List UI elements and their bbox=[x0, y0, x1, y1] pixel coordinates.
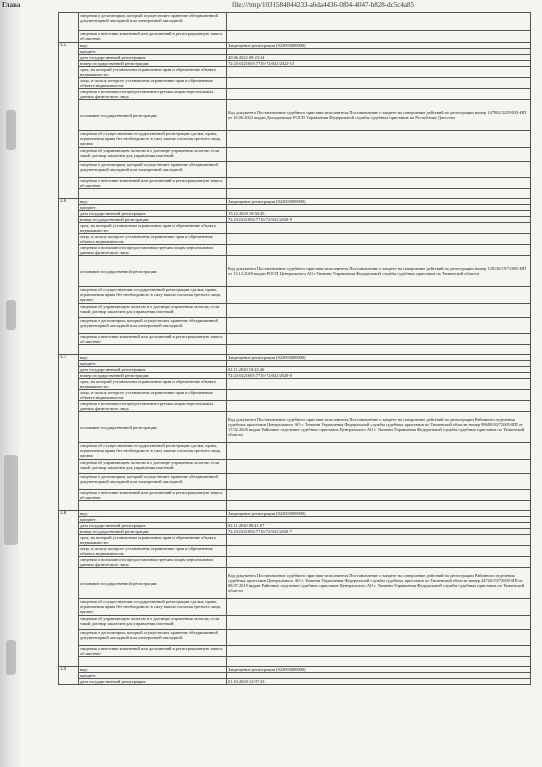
field-label: сведения об управляющем залогом и о договоре управления залогом, если такой договор заключен для управления ипотекой: bbox=[79, 460, 227, 474]
field-value bbox=[227, 390, 531, 401]
scan-blot bbox=[6, 640, 16, 675]
field-value bbox=[227, 223, 531, 234]
table-row bbox=[59, 460, 531, 474]
field-value bbox=[227, 318, 531, 334]
table-row bbox=[59, 287, 531, 304]
table-row bbox=[59, 646, 531, 657]
field-value: Запрещение регистрации (022003000000) bbox=[227, 511, 531, 517]
table-row bbox=[59, 557, 531, 568]
table-row bbox=[59, 546, 531, 557]
field-label: срок, на который установлены ограничение прав и обременение объекта недвижимости: bbox=[79, 535, 227, 546]
field-value bbox=[227, 78, 531, 89]
field-label: лицо, в пользу которого установлены ограничение прав и обременение объекта недвижимости: bbox=[79, 546, 227, 557]
field-label: сведения о возможности предоставления третьим лицам персональных данных физического лица bbox=[79, 245, 227, 256]
field-label: вид: bbox=[79, 43, 227, 49]
field-value: 02.11.2020 08:41:07 bbox=[227, 523, 531, 529]
field-label: предмет: bbox=[79, 361, 227, 367]
table-row bbox=[59, 13, 531, 31]
field-label: номер государственной регистрации: bbox=[79, 61, 227, 67]
scan-header bbox=[0, 0, 542, 12]
field-value bbox=[227, 546, 531, 557]
field-value bbox=[227, 535, 531, 546]
field-label: сведения об управляющем залогом и о договоре управления залогом, если такой договор заключен для управления ипотекой: bbox=[79, 148, 227, 162]
field-label: предмет: bbox=[79, 673, 227, 679]
field-value: Код документа Постановление судебного пристава-исполнителя Постановление о запрете на совершение действий по регистрации Районного отделения судебных приставов Центрального АО г. Тюмени Управления Федеральной службы судебных приставов по Тюменской области номер 90680/20/72005-ИП от 17.02.2020 выдан Районное отделение судебных приставов Центрального АО г. Тюмени Управления Федеральной службы судебных приставов по Тюменской области bbox=[227, 412, 531, 443]
field-label: вид: bbox=[79, 355, 227, 361]
field-value bbox=[227, 334, 531, 345]
field-label: номер государственной регистрации: bbox=[79, 373, 227, 379]
section-number: 3.5 bbox=[59, 43, 79, 199]
table-row bbox=[59, 630, 531, 646]
field-value bbox=[227, 657, 531, 667]
field-label: сведения о возможности предоставления третьим лицам персональных данных физического лица bbox=[79, 401, 227, 412]
field-label: сведения об управляющем залогом и о договоре управления залогом, если такой договор заключен для управления ипотекой: bbox=[79, 616, 227, 630]
field-label: сведения о внесении изменений или дополнений в регистрационную запись об ипотеке: bbox=[79, 178, 227, 189]
section-number: 3.7 bbox=[59, 355, 79, 511]
field-value bbox=[227, 178, 531, 189]
field-label: сведения об осуществлении государственной регистрации сделки, права, ограничения права без необходимого в силу закона согласия третьего лица, органа: bbox=[79, 599, 227, 616]
field-value: 02.11.2020 10:22:46 bbox=[227, 367, 531, 373]
field-label: дата государственной регистрации: bbox=[79, 55, 227, 61]
table-row bbox=[59, 245, 531, 256]
header-url-fragment: file:///tmp/1031584844233-a6da4436-0f04-4047-b828-dc5c4a85 bbox=[232, 1, 414, 9]
table-row bbox=[59, 148, 531, 162]
field-value: Запрещение регистрации (022003000000) bbox=[227, 43, 531, 49]
table-row bbox=[59, 379, 531, 390]
table-row bbox=[59, 490, 531, 501]
field-value bbox=[227, 460, 531, 474]
section-number: 3.6 bbox=[59, 199, 79, 355]
field-label bbox=[79, 501, 227, 511]
table-row bbox=[59, 67, 531, 78]
table-row bbox=[59, 616, 531, 630]
header-left-fragment: Глава bbox=[2, 1, 21, 9]
field-label: основание государственной регистрации: bbox=[79, 256, 227, 287]
field-label: основание государственной регистрации: bbox=[79, 100, 227, 131]
table-row bbox=[59, 535, 531, 546]
scan-blot bbox=[6, 300, 16, 330]
field-value bbox=[227, 148, 531, 162]
field-label: лицо, в пользу которого установлены ограничение прав и обременение объекта недвижимости: bbox=[79, 390, 227, 401]
field-label: дата государственной регистрации: bbox=[79, 211, 227, 217]
field-value bbox=[227, 245, 531, 256]
field-value: Запрещение регистрации (022003000000) bbox=[227, 199, 531, 205]
field-value bbox=[227, 13, 531, 31]
field-value bbox=[227, 599, 531, 616]
field-label: срок, на который установлены ограничение прав и обременение объекта недвижимости: bbox=[79, 67, 227, 78]
field-label: предмет: bbox=[79, 49, 227, 55]
table-row bbox=[59, 162, 531, 178]
field-value bbox=[227, 31, 531, 43]
field-value: 72:23:0221003:7716-72/041/2022-13 bbox=[227, 61, 531, 67]
table-row bbox=[59, 443, 531, 460]
field-label: номер государственной регистрации: bbox=[79, 529, 227, 535]
table-row bbox=[59, 131, 531, 148]
table-row bbox=[59, 318, 531, 334]
table-row bbox=[59, 304, 531, 318]
field-value: Код документа Постановление судебного пристава-исполнителя Постановление о запрете на совершение действий по регистрации Районного отделения судебных приставов Центрального АО г. Тюмени Управления Федеральной службы судебных приставов по Тюменской области номер 44726/19/72005-ИП от 08.07.2019 выдан Районное отделение судебных приставов Центрального АО г. Тюмени Управления Федеральной службы судебных приставов по Тюменской области bbox=[227, 568, 531, 599]
table-row bbox=[59, 189, 531, 199]
section-number bbox=[59, 13, 79, 43]
field-value: Код документа Постановление судебного пристава-исполнителя Постановление о запрете на совершение действий по регистрации номер 128138/19/72005-ИП от 13.12.2020 выдан РОСП Центрального АО г.Тюмени Управления Федеральной службы судебных приставов по Тюменской области bbox=[227, 256, 531, 287]
table-row bbox=[59, 501, 531, 511]
field-label bbox=[79, 189, 227, 199]
table-row bbox=[59, 223, 531, 234]
field-value bbox=[227, 474, 531, 490]
field-label: сведения об осуществлении государственной регистрации сделки, права, ограничения права без необходимого в силу закона согласия третьего лица, органа: bbox=[79, 287, 227, 304]
encumbrance-table bbox=[58, 12, 531, 685]
field-value bbox=[227, 379, 531, 390]
field-label: сведения о внесении изменений или дополнений в регистрационную запись об ипотеке: bbox=[79, 646, 227, 657]
field-value bbox=[227, 287, 531, 304]
field-value bbox=[227, 345, 531, 355]
field-value bbox=[227, 490, 531, 501]
table-row bbox=[59, 31, 531, 43]
table-row bbox=[59, 412, 531, 443]
field-value bbox=[227, 67, 531, 78]
field-label: срок, на который установлены ограничение прав и обременение объекта недвижимости: bbox=[79, 223, 227, 234]
table-row bbox=[59, 401, 531, 412]
field-value bbox=[227, 304, 531, 318]
field-label: предмет: bbox=[79, 517, 227, 523]
table-row bbox=[59, 100, 531, 131]
field-label: вид: bbox=[79, 511, 227, 517]
field-value bbox=[227, 646, 531, 657]
field-value: 20.06.2022 09:23:34 bbox=[227, 55, 531, 61]
field-value bbox=[227, 501, 531, 511]
field-label: сведения о депозитарии, который осуществляет хранение обездвиженной документарной закладной или электронной закладной: bbox=[79, 630, 227, 646]
field-label: сведения о возможности предоставления третьим лицам персональных данных физического лица bbox=[79, 557, 227, 568]
field-value: Код документа Постановление судебного пристава-исполнителя Постановление о запрете на совершение действий по регистрации номер 147802/22/05035-ИП от 16.06.2022 выдан Дахадаевское РОСП Управления Федеральной службы судебных приставов по Республике Дагестан bbox=[227, 100, 531, 131]
field-label: лицо, в пользу которого установлены ограничение прав и обременение объекта недвижимости: bbox=[79, 234, 227, 245]
table-row bbox=[59, 78, 531, 89]
field-value bbox=[227, 89, 531, 100]
field-label: сведения об управляющем залогом и о договоре управления залогом, если такой договор заключен для управления ипотекой: bbox=[79, 304, 227, 318]
field-label bbox=[79, 345, 227, 355]
scan-blot bbox=[4, 455, 18, 545]
table-row bbox=[59, 568, 531, 599]
field-value: Запрещение регистрации (022003000000) bbox=[227, 667, 531, 673]
table-row bbox=[59, 599, 531, 616]
field-value bbox=[227, 234, 531, 245]
field-label: сведения о внесении изменений или дополнений в регистрационную запись об ипотеке: bbox=[79, 490, 227, 501]
field-label bbox=[79, 657, 227, 667]
field-label: дата государственной регистрации: bbox=[79, 523, 227, 529]
table-row bbox=[59, 178, 531, 189]
page-tail bbox=[58, 760, 530, 767]
section-number: 3.8 bbox=[59, 511, 79, 667]
table-row bbox=[59, 657, 531, 667]
field-value: 01.10.2020 12:07:23 bbox=[227, 679, 531, 685]
field-label: лицо, в пользу которого установлены ограничение прав и обременение объекта недвижимости: bbox=[79, 78, 227, 89]
field-label: предмет: bbox=[79, 205, 227, 211]
table-row bbox=[59, 334, 531, 345]
field-label: сведения об осуществлении государственной регистрации сделки, права, ограничения права без необходимого в силу закона согласия третьего лица, органа: bbox=[79, 443, 227, 460]
field-value: 72:23:0221003:7716-72/041/2020-8 bbox=[227, 373, 531, 379]
table-row bbox=[59, 474, 531, 490]
field-value bbox=[227, 557, 531, 568]
table-row bbox=[59, 679, 531, 685]
field-label: сведения о внесении изменений или дополнений в регистрационную запись об ипотеке: bbox=[79, 334, 227, 345]
field-value bbox=[227, 616, 531, 630]
field-label: срок, на который установлены ограничение прав и обременение объекта недвижимости: bbox=[79, 379, 227, 390]
field-label: сведения о внесении изменений или дополнений в регистрационную запись об ипотеке: bbox=[79, 31, 227, 43]
table-row bbox=[59, 390, 531, 401]
field-label: сведения о возможности предоставления третьим лицам персональных данных физического лица bbox=[79, 89, 227, 100]
field-label: вид: bbox=[79, 199, 227, 205]
field-value: Запрещение регистрации (022003000000) bbox=[227, 355, 531, 361]
table-row bbox=[59, 89, 531, 100]
field-label: сведения об осуществлении государственной регистрации сделки, права, ограничения права без необходимого в силу закона согласия третьего лица, органа: bbox=[79, 131, 227, 148]
field-label: основание государственной регистрации: bbox=[79, 568, 227, 599]
field-value: 15.12.2020 10:50:45 bbox=[227, 211, 531, 217]
field-label: номер государственной регистрации: bbox=[79, 217, 227, 223]
field-value bbox=[227, 189, 531, 199]
field-label: дата государственной регистрации: bbox=[79, 679, 227, 685]
field-label: основание государственной регистрации: bbox=[79, 412, 227, 443]
field-value bbox=[227, 630, 531, 646]
field-value: 72:23:0221003:7716-72/041/2020-7 bbox=[227, 529, 531, 535]
field-value bbox=[227, 162, 531, 178]
field-value bbox=[227, 401, 531, 412]
table-row bbox=[59, 345, 531, 355]
field-value bbox=[227, 443, 531, 460]
table-row bbox=[59, 256, 531, 287]
field-label: дата государственной регистрации: bbox=[79, 367, 227, 373]
field-value: 72:23:0221003:7716-72/041/2020-9 bbox=[227, 217, 531, 223]
field-label: сведения о депозитарии, который осуществляет хранение обездвиженной документарной закладной или электронной закладной: bbox=[79, 162, 227, 178]
field-label: сведения о депозитарии, который осуществляет хранение обездвиженной документарной закладной или электронной закладной: bbox=[79, 13, 227, 31]
scan-blot bbox=[6, 110, 16, 150]
section-number: 3.9 bbox=[59, 667, 79, 685]
field-label: сведения о депозитарии, который осуществляет хранение обездвиженной документарной закладной или электронной закладной: bbox=[79, 474, 227, 490]
field-label: вид: bbox=[79, 667, 227, 673]
field-value bbox=[227, 131, 531, 148]
field-label: сведения о депозитарии, который осуществляет хранение обездвиженной документарной закладной или электронной закладной: bbox=[79, 318, 227, 334]
table-row bbox=[59, 234, 531, 245]
